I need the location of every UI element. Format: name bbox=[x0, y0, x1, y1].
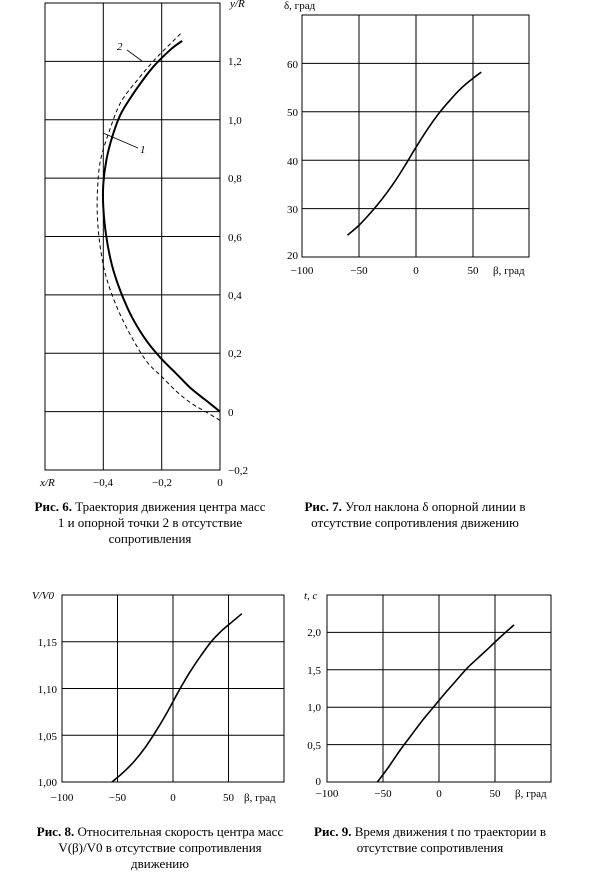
fig8-x-tick: 0 bbox=[170, 792, 176, 804]
fig9-series-line bbox=[377, 625, 514, 782]
fig6-y-axis-label: y/R bbox=[230, 0, 245, 10]
fig8-y-axis-label: V/V0 bbox=[32, 590, 54, 602]
fig7-caption-number: Рис. 7. bbox=[304, 499, 342, 514]
fig9-y-tick: 0,5 bbox=[307, 740, 321, 752]
fig7-x-tick: −100 bbox=[290, 265, 314, 277]
fig6-curve-2-leader bbox=[127, 50, 142, 61]
fig6-y-tick: 0 bbox=[228, 407, 234, 419]
fig7-y-tick: 60 bbox=[287, 59, 298, 71]
fig6-y-tick: 0,4 bbox=[228, 290, 242, 302]
fig8-chart bbox=[32, 590, 284, 804]
fig6-curve-label-1: 1 bbox=[140, 144, 146, 156]
fig9-y-tick: 2,0 bbox=[307, 627, 321, 639]
fig6-y-tick: 0,6 bbox=[228, 232, 242, 244]
fig8-y-tick: 1,15 bbox=[37, 637, 57, 649]
fig8-caption-number: Рис. 8. bbox=[36, 824, 75, 839]
fig6-y-tick: −0,2 bbox=[228, 465, 248, 477]
fig6-caption bbox=[30, 499, 270, 547]
fig7-chart bbox=[284, 0, 529, 277]
fig6-caption-number: Рис. 6. bbox=[34, 499, 72, 514]
fig8-grid bbox=[62, 595, 284, 782]
fig7-x-axis-label: β, град bbox=[493, 265, 525, 277]
fig7-y-tick: 20 bbox=[287, 250, 298, 262]
fig7-x-tick: −50 bbox=[350, 265, 368, 277]
fig9-x-tick: −100 bbox=[315, 788, 339, 800]
fig9-y-axis-label: t, c bbox=[304, 590, 318, 602]
fig8-x-tick: −100 bbox=[50, 792, 74, 804]
fig7-caption bbox=[275, 499, 555, 531]
fig7-series-line bbox=[347, 72, 481, 235]
fig7-x-tick: 0 bbox=[413, 265, 419, 277]
fig7-y-tick: 40 bbox=[287, 156, 298, 168]
fig6-x-tick: −0,2 bbox=[152, 477, 172, 489]
fig9-x-tick: −50 bbox=[374, 788, 392, 800]
fig6-x-tick: 0 bbox=[217, 477, 223, 489]
fig7-x-tick: 50 bbox=[467, 265, 479, 277]
fig9-y-tick: 1,5 bbox=[307, 665, 321, 677]
fig8-x-axis-label: β, град bbox=[244, 792, 276, 804]
fig9-x-axis-label: β, град bbox=[515, 788, 547, 800]
fig6-y-tick: 1,2 bbox=[228, 56, 242, 68]
fig6-caption-text: Траектория движения центра масс 1 и опорной точки 2 в отсутствие сопротивления bbox=[57, 499, 266, 546]
fig9-x-tick: 50 bbox=[489, 788, 501, 800]
fig9-caption-text: Время движения t по траектории в отсутствие сопротивления bbox=[354, 824, 546, 855]
fig8-x-tick: −50 bbox=[108, 792, 127, 804]
fig8-y-tick: 1,00 bbox=[37, 777, 57, 789]
fig6-y-tick: 0,8 bbox=[228, 173, 242, 185]
fig7-grid bbox=[302, 15, 529, 257]
fig9-caption-number: Рис. 9. bbox=[314, 824, 352, 839]
fig6-chart bbox=[39, 0, 248, 489]
fig6-y-tick: 1,0 bbox=[228, 115, 242, 127]
fig7-y-axis-label: δ, град bbox=[284, 0, 316, 12]
fig9-grid bbox=[327, 595, 551, 782]
fig9-y-tick: 0 bbox=[315, 776, 321, 788]
fig6-curve-1-leader bbox=[103, 133, 138, 148]
fig9-x-tick: 0 bbox=[436, 788, 442, 800]
fig7-caption-text: Угол наклона δ опорной линии в отсутствие сопротивления движению bbox=[311, 499, 526, 530]
fig8-caption bbox=[30, 824, 290, 872]
fig8-caption-text: Относительная скорость центра масс V(β)/V0 в отсутствие сопротивления движению bbox=[58, 824, 284, 871]
fig6-x-axis-label: x/R bbox=[40, 477, 55, 489]
fig7-y-tick: 30 bbox=[287, 204, 298, 216]
fig6-grid bbox=[45, 3, 220, 470]
fig6-y-tick: 0,2 bbox=[228, 348, 242, 360]
fig8-y-tick: 1,10 bbox=[37, 684, 57, 696]
fig6-curve-label-2: 2 bbox=[117, 41, 123, 53]
fig8-y-tick: 1,05 bbox=[37, 731, 57, 743]
fig6-x-tick: −0,4 bbox=[93, 477, 113, 489]
fig8-series-line bbox=[112, 614, 242, 782]
fig9-chart bbox=[304, 590, 551, 800]
fig8-x-tick: 50 bbox=[223, 792, 234, 804]
fig9-caption bbox=[300, 824, 560, 856]
fig6-series-2-line bbox=[97, 32, 220, 420]
fig9-y-tick: 1,0 bbox=[307, 702, 321, 714]
fig7-y-tick: 50 bbox=[287, 107, 298, 119]
